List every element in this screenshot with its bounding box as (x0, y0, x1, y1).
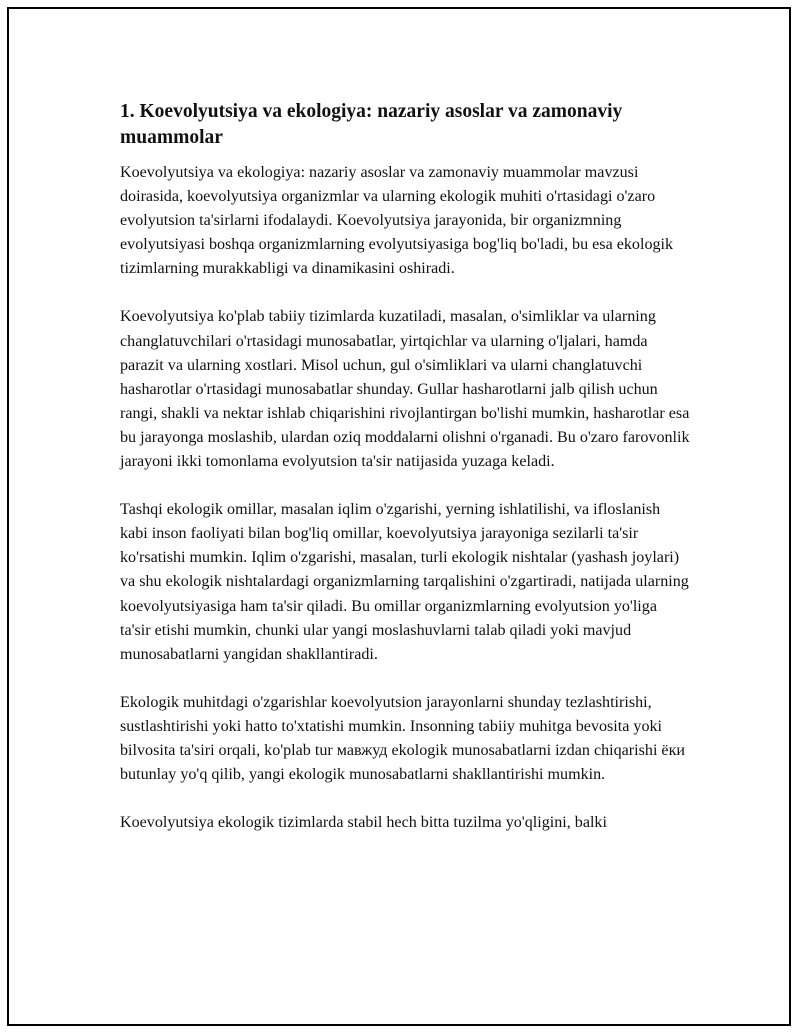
paragraph-3: Tashqi ekologik omillar, masalan iqlim o'zgarishi, yerning ishlatilishi, va ifloslanish kabi inson faoliyati bilan bog'liq omillar, koevolyutsiya jarayoniga sezilarli ta'sir ko'rsatishi mumkin. Iqlim o'zgarishi, masalan, turli ekologik nishtalar (yashash joylari) va shu ekologik nishtalardagi organizmlarning tarqalishini o'zgartiradi, natijada ularning koevolyutsiyasiga ham ta'sir qiladi. Bu omillar organizmlarning evolyutsion yo'liga ta'sir etishi mumkin, chunki ular yangi moslashuvlarni talab qiladi yoki mavjud munosabatlarni yangidan shakllantiradi. (120, 501, 689, 663)
document-body (120, 99, 690, 859)
paragraph-1: Koevolyutsiya va ekologiya: nazariy asoslar va zamonaviy muammolar mavzusi doirasida, koevolyutsiya organizmlar va ularning ekologik muhiti o'rtasidagi o'zaro evolyutsion ta'sirlarni ifodalaydi. Koevolyutsiya jarayonida, bir organizmning evolyutsiyasi boshqa organizmlarning evolyutsiyasiga bog'liq bo'ladi, bu esa ekologik tizimlarning murakkabligi va dinamikasini oshiradi. (120, 164, 674, 278)
section-heading: 1. Koevolyutsiya va ekologiya: nazariy asoslar va zamonaviy muammolar (120, 101, 623, 148)
paragraph-4: Ekologik muhitdagi o'zgarishlar koevolyutsion jarayonlarni shunday tezlashtirishi, sustlashtirishi yoki hatto to'xtatishi mumkin. Insonning tabiiy muhitga bevosita yoki bilvosita ta'siri orqali, ko'plab tur мавжуд ekologik munosabatlarni izdan chiqarishi ёки butunlay yo'q qilib, yangi ekologik munosabatlarni shakllantirishi mumkin. (120, 693, 686, 784)
page-frame (7, 7, 791, 1026)
paragraph-2: Koevolyutsiya ko'plab tabiiy tizimlarda kuzatiladi, masalan, o'simliklar va ularning changlatuvchilari o'rtasidagi munosabatlar, yirtqichlar va ularning o'ljalari, hamda parazit va ularning xostlari. Misol uchun, gul o'simliklari va ularni changlatuvchi hasharotlar o'rtasidagi munosabatlar shunday. Gullar hasharotlarni jalb qilish uchun rangi, shakli va nektar ishlab chiqarishini rivojlantirgan bo'lishi mumkin, hasharotlar esa bu jarayonga moslashib, ulardan oziq moddalarni olishni o'rganadi. Bu o'zaro farovonlik jarayoni ikki tomonlama evolyutsion ta'sir natijasida yuzaga keladi. (120, 308, 690, 471)
paragraph-5: Koevolyutsiya ekologik tizimlarda stabil hech bitta tuzilma yo'qligini, balki (120, 814, 607, 832)
